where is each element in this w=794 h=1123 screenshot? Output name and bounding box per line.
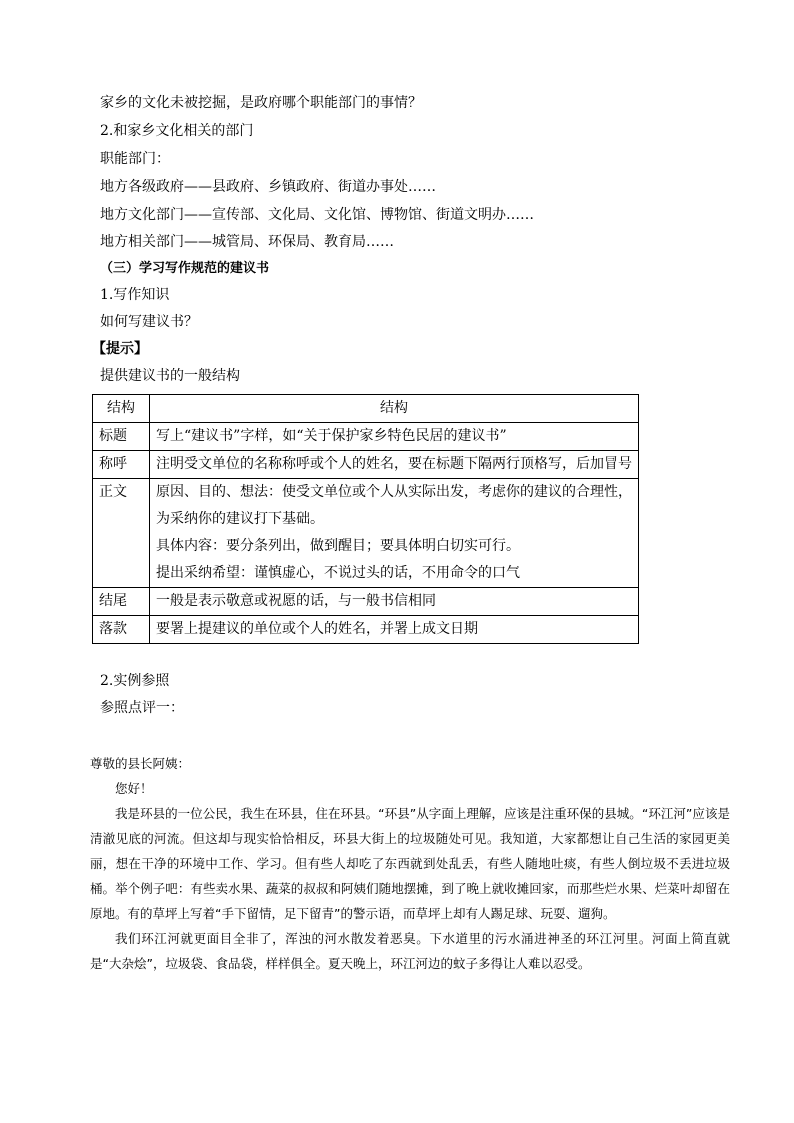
heading-departments: 2.和家乡文化相关的部门 [100,123,254,139]
table-row [93,479,639,588]
row-content-line: 注明受文单位的名称称呼或个人的姓名，要在标题下隔两行顶格写，后加冒号 [156,456,632,472]
example-heading: 2.实例参照 [100,673,170,689]
writing-knowledge-heading: 1.写作知识 [100,287,170,303]
row-content [150,423,639,451]
row-name: 称呼 [93,451,150,479]
section-title: （三）学习写作规范的建议书 [100,261,270,276]
row-content-line: 提出采纳希望：谨慎虚心，不说过头的话，不用命令的口气 [156,565,520,581]
table-header-cell: 结构 [93,395,150,423]
table-row [93,588,639,616]
row-name: 标题 [93,423,150,451]
department-line-2: 地方文化部门——宣传部、文化局、文化馆、博物馆、街道文明办…… [100,207,534,223]
table-row [93,451,639,479]
letter-paragraph: 我们环江河就更面目全非了，浑浊的河水散发着恶臭。下水道里的污水涌进神圣的环江河里。河面上简直就是“大杂烩”，垃圾袋、食品袋，样样俱全。夏天晚上，环江河边的蚊子多得让人难以忍受。 [90,931,730,971]
example-letter [90,751,730,976]
row-content [150,588,639,616]
row-content-line: 具体内容：要分条列出，做到醒目；要具体明白切实可行。 [156,538,520,554]
department-line-3: 地方相关部门——城管局、环保局、教育局…… [100,234,394,250]
row-content-line: 一般是表示敬意或祝愿的话，与一般书信相同 [156,593,436,609]
row-content [150,616,639,644]
letter-salutation: 尊敬的县长阿姨： [90,756,191,771]
row-name: 正文 [93,479,150,588]
functional-departments-label: 职能部门： [100,151,170,167]
row-content-line: 为采纳你的建议打下基础。 [156,511,324,527]
table-header-cell: 结构 [150,395,639,423]
letter-paragraph: 我是环县的一位公民，我生在环县，住在环县。“环县”从字面上理解，应该是注重环保的县城。“环江河”应该是清澈见底的河流。但这却与现实恰恰相反，环县大街上的垃圾随处可见。我知道，大家都想让自己生活的家园更美丽，想在干净的环境中工作、学习。但有些人却吃了东西就到处乱丢，有些人随地吐痰，有些人倒垃圾不丢进垃圾桶。举个例子吧：有些卖水果、蔬菜的叔叔和阿姨们随地摆摊，到了晚上就收摊回家，而那些烂水果、烂菜叶却留在原地。有的草坪上写着“手下留情，足下留青”的警示语，而草坪上却有人踢足球、玩耍、遛狗。 [90,806,730,921]
review-label: 参照点评一： [100,700,184,716]
tip-label: 【提示】 [92,341,148,357]
table-row [93,423,639,451]
department-line-1: 地方各级政府——县政府、乡镇政府、街道办事处…… [100,179,436,195]
table-caption: 提供建议书的一般结构 [100,368,240,384]
how-to-question: 如何写建议书？ [100,314,198,330]
row-content [150,479,639,588]
row-content-line: 写上“建议书”字样，如“关于保护家乡特色民居的建议书” [156,428,507,444]
question-line: 家乡的文化未被挖掘，是政府哪个职能部门的事情？ [100,95,422,111]
table-header-row [93,395,639,423]
row-content-line: 原因、目的、想法：使受文单位或个人从实际出发，考虑你的建议的合理性， [156,484,632,500]
row-content-line: 要署上提建议的单位或个人的姓名，并署上成文日期 [156,621,478,637]
letter-greeting: 您好！ [115,781,153,796]
row-content [150,451,639,479]
table-row [93,616,639,644]
row-name: 落款 [93,616,150,644]
row-name: 结尾 [93,588,150,616]
structure-table [92,394,639,644]
